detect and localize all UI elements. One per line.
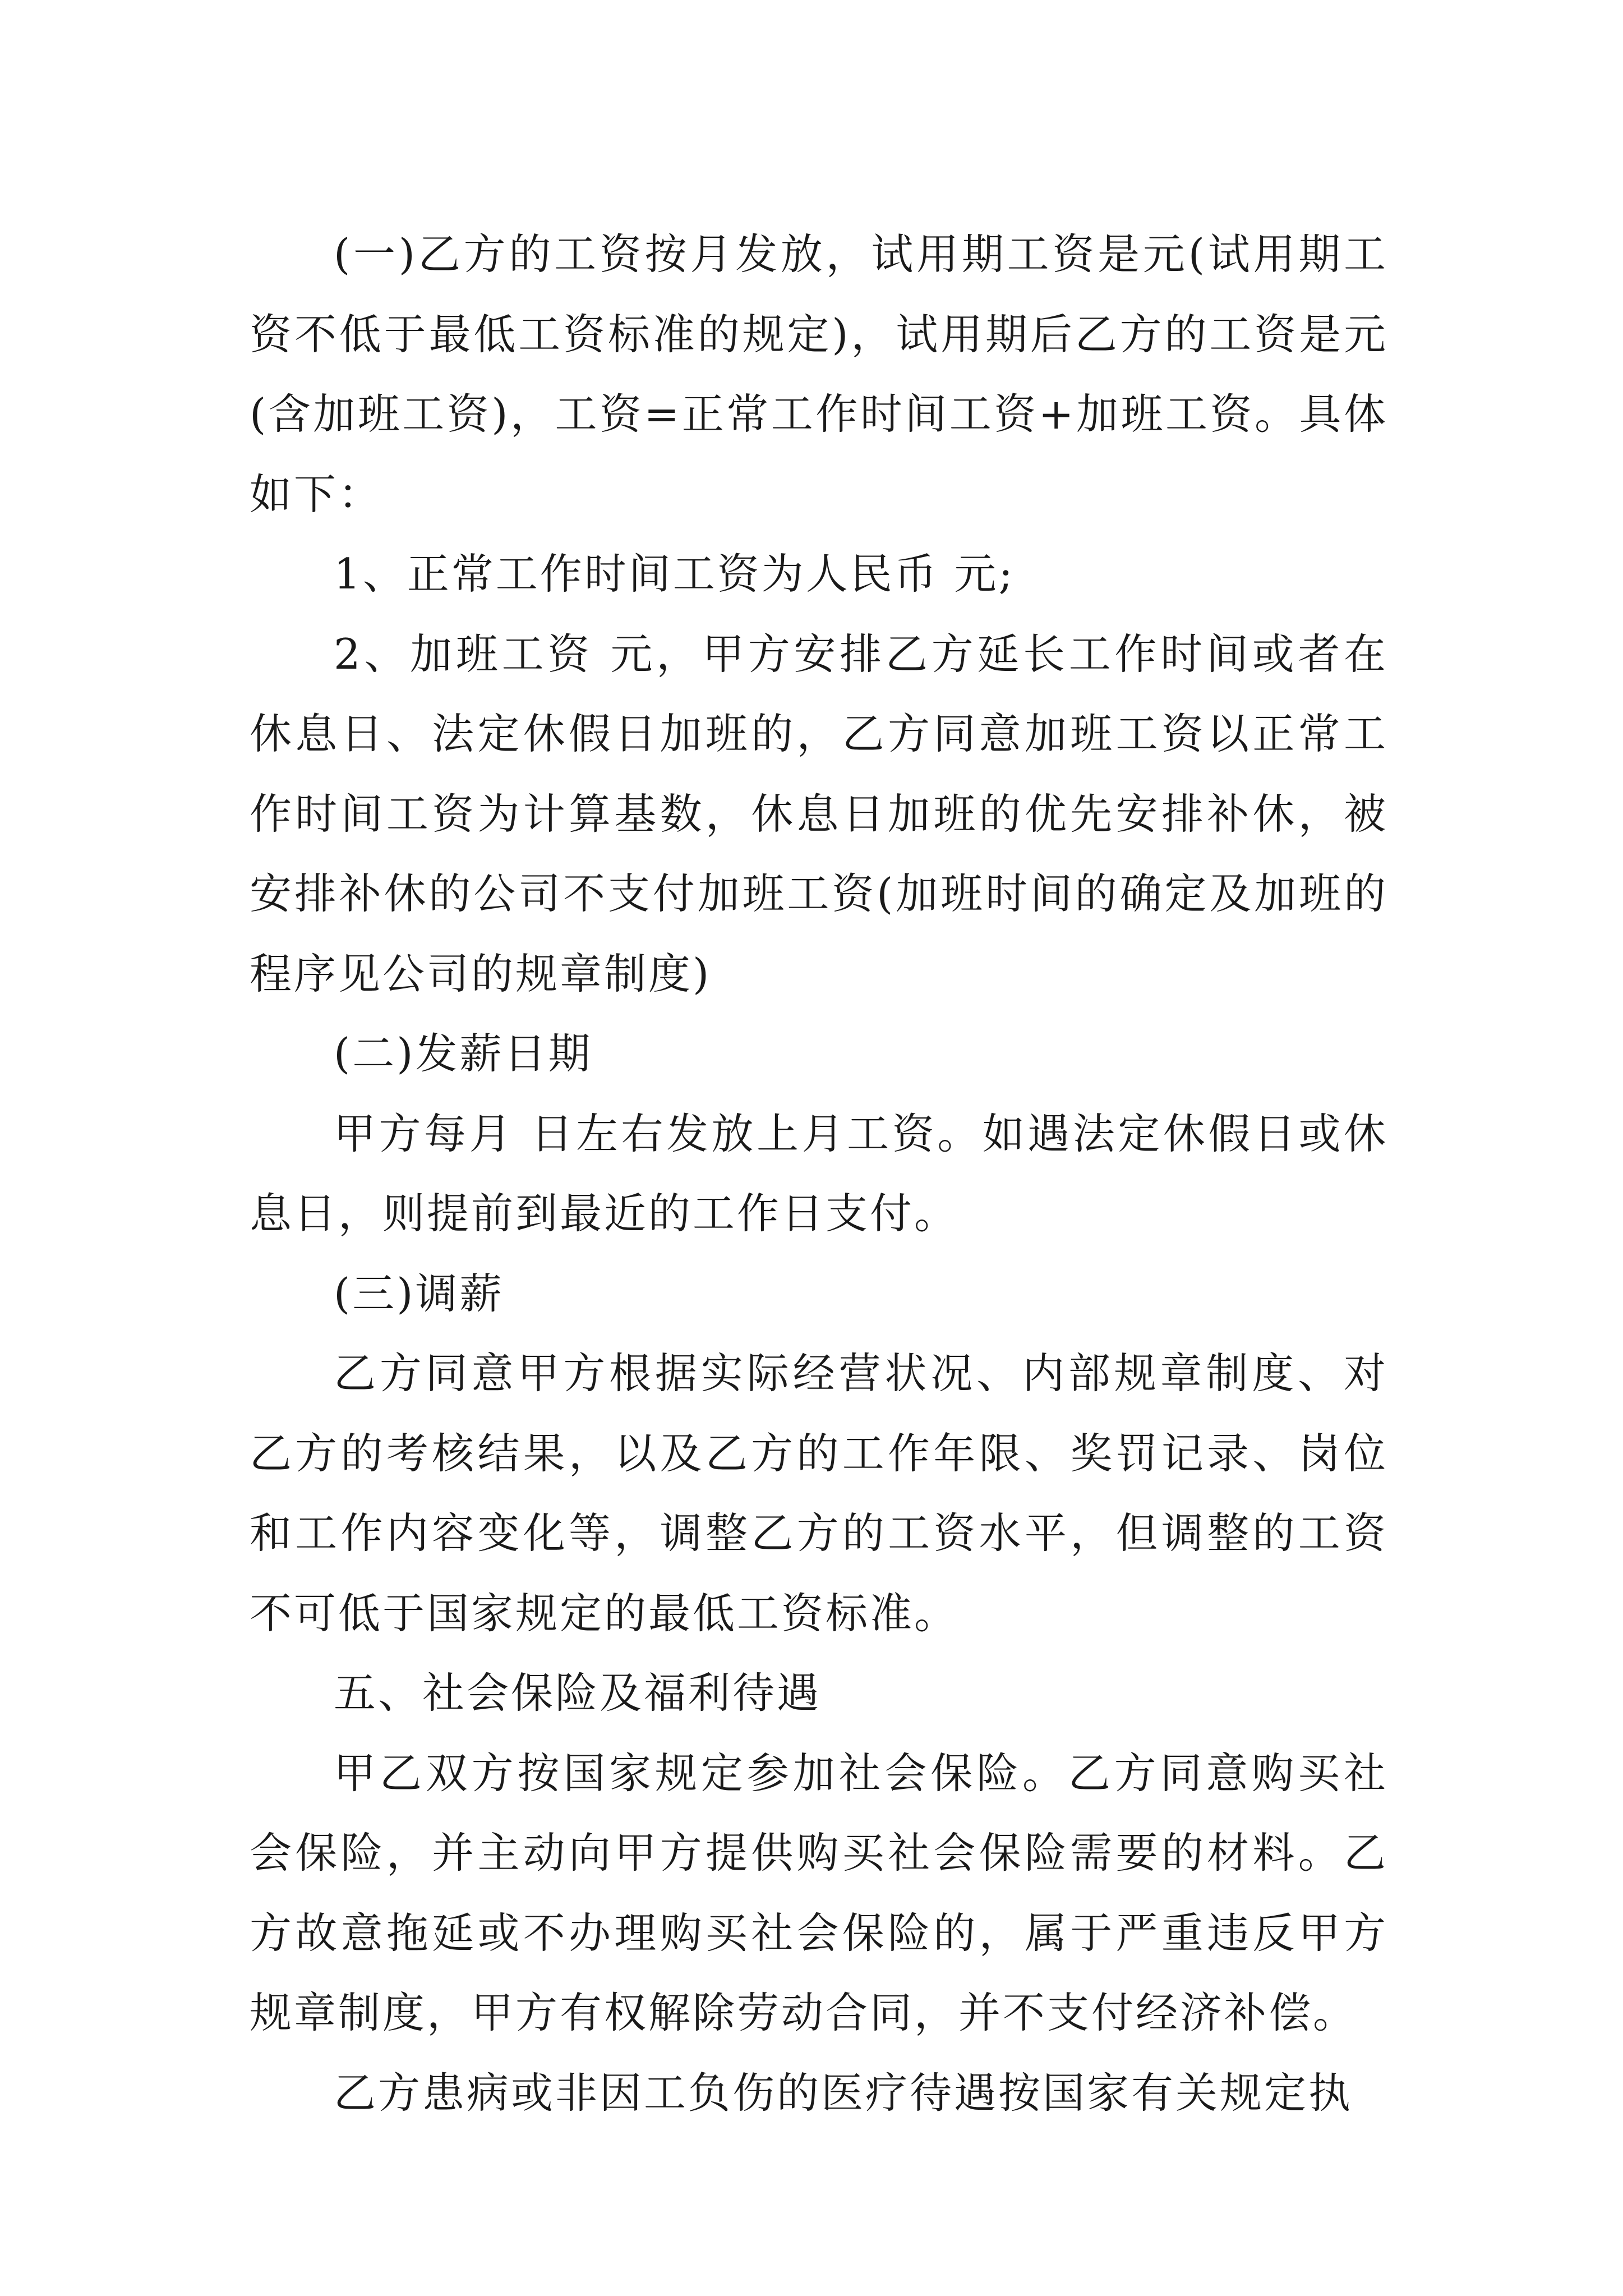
- paragraph-social-insurance: 甲乙双方按国家规定参加社会保险。乙方同意购买社会保险，并主动向甲方提供购买社会保险需要的材料。乙方故意拖延或不办理购买社会保险的，属于严重违反甲方规章制度，甲方有权解除劳动合同，并不支付经济补偿。: [250, 1748, 1388, 2037]
- paragraph-normal-hours-wage: 1、正常工作时间工资为人民币 元;: [334, 549, 1015, 599]
- heading-salary-adjustment: (三)调薪: [334, 1268, 504, 1318]
- paragraph-overtime-wage: 2、加班工资 元，甲方安排乙方延长工作时间或者在休息日、法定休假日加班的，乙方同意加班工资以正常工作时间工资为计算基数，休息日加班的优先安排补休，被安排补休的公司不支付加班工资(加班时间的确定及加班的程序见公司的规章制度): [250, 629, 1388, 999]
- heading-payday: (二)发薪日期: [334, 1029, 593, 1078]
- paragraph-payday: 甲方每月 日左右发放上月工资。如遇法定休假日或休息日，则提前到最近的工作日支付。: [250, 1108, 1388, 1238]
- heading-social-insurance: 五、社会保险及福利待遇: [334, 1668, 822, 1718]
- paragraph-medical-treatment: 乙方患病或非因工负伤的医疗待遇按国家有关规定执: [334, 2068, 1353, 2118]
- paragraph-salary-payment: (一)乙方的工资按月发放，试用期工资是元(试用期工资不低于最低工资标准的规定)，试用期后乙方的工资是元(含加班工资)，工资=正常工作时间工资+加班工资。具体如下：: [250, 229, 1388, 519]
- document-page: [250, 214, 1388, 2133]
- paragraph-salary-adjustment: 乙方同意甲方根据实际经营状况、内部规章制度、对乙方的考核结果，以及乙方的工作年限、奖罚记录、岗位和工作内容变化等，调整乙方的工资水平，但调整的工资不可低于国家规定的最低工资标准。: [250, 1349, 1388, 1638]
